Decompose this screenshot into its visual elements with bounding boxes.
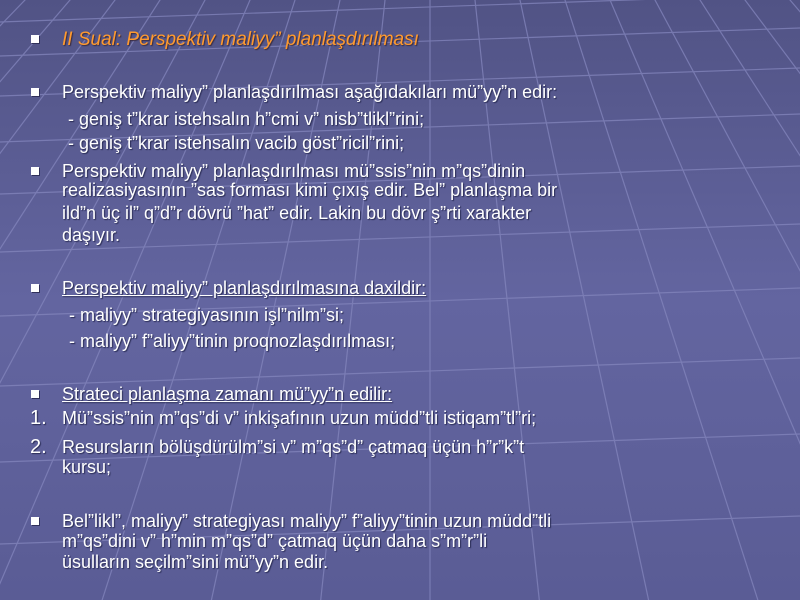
paragraph-3-subitem-1: - maliyy” strategiyasının işl”nilm”si; [69,305,345,325]
paragraph-1-subitem-2: - geniş t”krar istehsalın vacib göst”ricil”rini; [68,133,405,153]
bullet-icon [31,517,39,525]
paragraph-2-line-4: daşıyır. [62,225,121,245]
paragraph-4: Strateci planlaşma zamanı mü”yy”n edilir: [62,384,393,404]
numbered-item-1: Mü”ssis”nin m”qs”di v” inkişafının uzun müdd”tli istiqam”tl”ri; [62,408,537,428]
paragraph-3: Perspektiv maliyy” planlaşdırılmasına daxildir: [62,278,427,298]
paragraph-1: Perspektiv maliyy” planlaşdırılması aşağıdakıları mü”yy”n edir: [62,82,558,102]
bullet-icon [31,167,39,175]
bullet-icon [31,390,39,398]
paragraph-2-line-2: realizasiyasının ”sas forması kimi çıxış edir. Bel” planlaşma bir [62,180,558,200]
numbered-marker-2: 2. [30,436,47,458]
bullet-icon [31,88,39,96]
paragraph-5-line-3: üsulların seçilm”sini mü”yy”n edir. [62,552,329,572]
paragraph-5-line-2: m”qs”dini v” h”min m”qs”d” çatmaq üçün daha s”m”r”li [62,531,488,551]
slide-title: II Sual: Perspektiv maliyy” planlaşdırılması [62,29,419,50]
paragraph-2-line-3: ild”n üç il” q”d”r dövrü ”hat” edir. Lakin bu dövr ş”rti xarakter [62,203,532,223]
numbered-item-2-line-1: Resursların bölüşdürülm”si v” m”qs”d” çatmaq üçün h”r”k”t [62,437,525,457]
paragraph-2-line-1: Perspektiv maliyy” planlaşdırılması mü”ssis”nin m”qs”dinin [62,161,526,181]
paragraph-1-subitem-1: - geniş t”krar istehsalın h”cmi v” nisb”tlikl”rini; [68,109,425,129]
numbered-marker-1: 1. [30,407,47,429]
bullet-icon [31,284,39,292]
paragraph-3-subitem-2: - maliyy” f”aliyy”tinin proqnozlaşdırılması; [69,331,396,351]
bullet-icon [31,35,39,43]
paragraph-5-line-1: Bel”likl”, maliyy” strategiyası maliyy” f”aliyy”tinin uzun müdd”tli [62,511,552,531]
numbered-item-2-line-2: kursu; [62,457,112,477]
